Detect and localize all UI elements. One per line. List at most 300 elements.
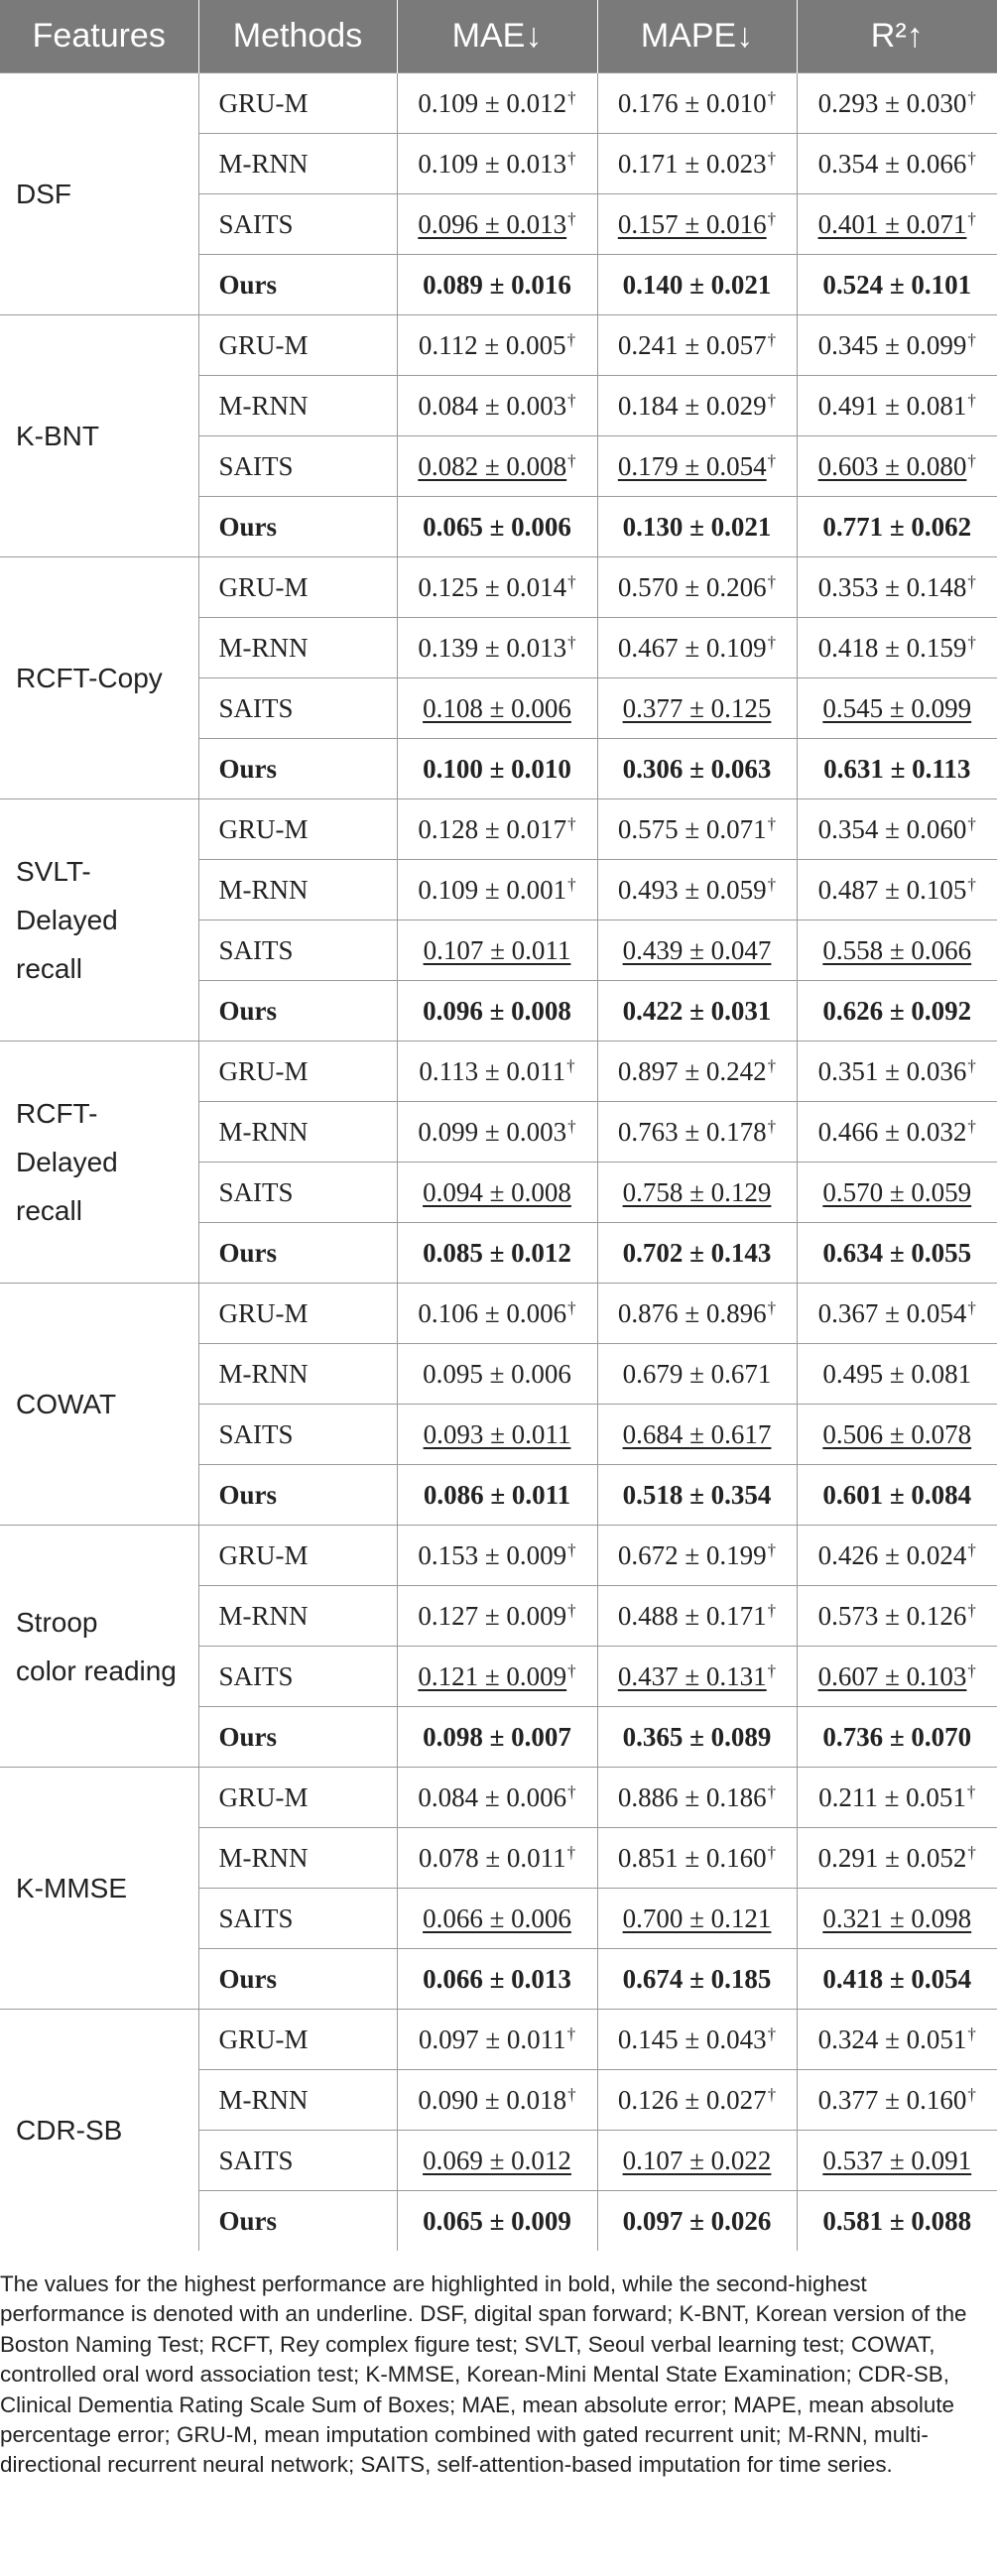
significance-mark: † xyxy=(967,1600,976,1620)
r2-cell xyxy=(797,73,997,134)
mae-cell xyxy=(397,2131,597,2191)
mape-cell xyxy=(597,194,797,255)
mape-cell xyxy=(597,1586,797,1647)
mape-value: 0.130 ± 0.021 xyxy=(622,511,772,542)
significance-mark: † xyxy=(967,390,976,410)
method-cell: GRU-M xyxy=(198,557,397,618)
mape-value: 0.702 ± 0.143 xyxy=(622,1237,772,1268)
r2-cell xyxy=(797,981,997,1042)
significance-mark: † xyxy=(767,2024,777,2043)
mae-value: 0.065 ± 0.006 xyxy=(423,511,571,542)
significance-mark: † xyxy=(567,1660,576,1680)
feature-label: RCFT- Delayed recall xyxy=(16,1098,118,1226)
r2-cell xyxy=(797,1586,997,1647)
mape-cell xyxy=(597,497,797,557)
mape-value: 0.306 ± 0.063 xyxy=(622,753,772,784)
method-cell: Ours xyxy=(198,2191,397,2252)
mape-value: 0.684 ± 0.617 xyxy=(622,1418,772,1449)
significance-mark: † xyxy=(767,571,777,591)
mape-cell xyxy=(597,1707,797,1768)
feature-label: K-BNT xyxy=(16,421,99,451)
significance-mark: † xyxy=(767,1297,777,1317)
significance-mark: † xyxy=(967,87,976,107)
mape-cell xyxy=(597,73,797,134)
mape-value: 0.439 ± 0.047 xyxy=(622,934,772,965)
mae-value: 0.085 ± 0.012 xyxy=(423,1237,571,1268)
r2-value: 0.354 ± 0.066 xyxy=(817,148,967,179)
method-cell: SAITS xyxy=(198,1647,397,1707)
r2-value: 0.353 ± 0.148 xyxy=(817,571,967,602)
mape-cell xyxy=(597,739,797,799)
header-mape: MAPE↓ xyxy=(597,0,797,73)
r2-value: 0.771 ± 0.062 xyxy=(822,511,972,542)
mae-cell xyxy=(397,1889,597,1949)
significance-mark: † xyxy=(567,208,576,228)
r2-value: 0.631 ± 0.113 xyxy=(823,753,971,784)
mae-value: 0.109 ± 0.012 xyxy=(418,87,567,118)
significance-mark: † xyxy=(767,813,777,833)
mae-value: 0.106 ± 0.006 xyxy=(418,1297,567,1328)
r2-value: 0.324 ± 0.051 xyxy=(817,2024,967,2054)
method-cell: Ours xyxy=(198,739,397,799)
significance-mark: † xyxy=(567,571,576,591)
feature-label: RCFT-Copy xyxy=(16,663,163,693)
r2-cell xyxy=(797,1042,997,1102)
r2-value: 0.377 ± 0.160 xyxy=(817,2084,967,2115)
r2-cell xyxy=(797,678,997,739)
r2-value: 0.291 ± 0.052 xyxy=(817,1842,967,1873)
mae-value: 0.121 ± 0.009 xyxy=(418,1660,567,1691)
r2-cell xyxy=(797,860,997,920)
significance-mark: † xyxy=(567,450,576,470)
r2-value: 0.401 ± 0.071 xyxy=(817,208,967,239)
significance-mark: † xyxy=(967,571,976,591)
mae-value: 0.096 ± 0.013 xyxy=(418,208,567,239)
mae-value: 0.096 ± 0.008 xyxy=(423,995,571,1026)
mae-value: 0.065 ± 0.009 xyxy=(423,2205,571,2236)
significance-mark: † xyxy=(767,632,777,652)
mape-value: 0.377 ± 0.125 xyxy=(622,692,772,723)
significance-mark: † xyxy=(566,1055,575,1075)
mae-value: 0.107 ± 0.011 xyxy=(423,934,571,965)
method-cell: GRU-M xyxy=(198,1526,397,1586)
significance-mark: † xyxy=(567,1539,576,1559)
mae-cell xyxy=(397,678,597,739)
table-row xyxy=(0,1526,997,1586)
mape-cell xyxy=(597,2191,797,2252)
r2-cell xyxy=(797,1647,997,1707)
method-cell: GRU-M xyxy=(198,1768,397,1828)
mae-value: 0.094 ± 0.008 xyxy=(423,1176,571,1207)
r2-cell xyxy=(797,2191,997,2252)
mape-value: 0.157 ± 0.016 xyxy=(617,208,767,239)
mae-cell xyxy=(397,134,597,194)
r2-value: 0.293 ± 0.030 xyxy=(817,87,967,118)
significance-mark: † xyxy=(767,450,777,470)
method-cell: GRU-M xyxy=(198,315,397,376)
significance-mark: † xyxy=(967,1660,976,1680)
r2-cell xyxy=(797,1768,997,1828)
r2-cell xyxy=(797,920,997,981)
mae-cell xyxy=(397,1768,597,1828)
r2-cell xyxy=(797,497,997,557)
mae-cell xyxy=(397,73,597,134)
mae-value: 0.127 ± 0.009 xyxy=(418,1600,567,1631)
significance-mark: † xyxy=(566,2024,576,2043)
header-features: Features xyxy=(0,0,198,73)
table-row xyxy=(0,1768,997,1828)
mape-value: 0.886 ± 0.186 xyxy=(617,1781,767,1812)
mae-value: 0.097 ± 0.011 xyxy=(418,2024,566,2054)
mae-cell xyxy=(397,1284,597,1344)
significance-mark: † xyxy=(767,329,777,349)
mape-value: 0.763 ± 0.178 xyxy=(617,1116,767,1147)
mae-value: 0.112 ± 0.005 xyxy=(418,329,566,360)
mape-value: 0.126 ± 0.027 xyxy=(617,2084,767,2115)
table-row xyxy=(0,799,997,860)
mape-cell xyxy=(597,436,797,497)
mape-cell xyxy=(597,557,797,618)
mape-value: 0.107 ± 0.022 xyxy=(622,2145,772,2175)
method-cell: SAITS xyxy=(198,1405,397,1465)
r2-cell xyxy=(797,376,997,436)
mape-cell xyxy=(597,1163,797,1223)
significance-mark: † xyxy=(767,1842,777,1862)
r2-cell xyxy=(797,255,997,315)
significance-mark: † xyxy=(967,632,976,652)
significance-mark: † xyxy=(767,1116,777,1136)
feature-cell xyxy=(0,1526,198,1768)
mape-cell xyxy=(597,920,797,981)
significance-mark: † xyxy=(967,450,976,470)
method-cell: M-RNN xyxy=(198,618,397,678)
mae-cell xyxy=(397,315,597,376)
r2-cell xyxy=(797,2010,997,2070)
significance-mark: † xyxy=(967,1055,976,1075)
mape-value: 0.179 ± 0.054 xyxy=(617,450,767,481)
mape-value: 0.097 ± 0.026 xyxy=(622,2205,772,2236)
significance-mark: † xyxy=(767,148,777,168)
significance-mark: † xyxy=(967,1297,976,1317)
table-row xyxy=(0,1042,997,1102)
significance-mark: † xyxy=(567,2084,576,2104)
r2-cell xyxy=(797,1344,997,1405)
method-cell: SAITS xyxy=(198,2131,397,2191)
mape-value: 0.700 ± 0.121 xyxy=(622,1902,772,1933)
mape-value: 0.518 ± 0.354 xyxy=(622,1479,772,1510)
mape-value: 0.467 ± 0.109 xyxy=(617,632,767,663)
method-cell: GRU-M xyxy=(198,2010,397,2070)
mae-cell xyxy=(397,1707,597,1768)
method-cell: SAITS xyxy=(198,1163,397,1223)
method-cell: SAITS xyxy=(198,436,397,497)
method-cell: M-RNN xyxy=(198,1828,397,1889)
method-cell: Ours xyxy=(198,1707,397,1768)
mape-cell xyxy=(597,678,797,739)
mae-value: 0.084 ± 0.006 xyxy=(418,1781,567,1812)
significance-mark: † xyxy=(566,1842,576,1862)
method-cell: M-RNN xyxy=(198,134,397,194)
r2-cell xyxy=(797,194,997,255)
r2-cell xyxy=(797,799,997,860)
mape-value: 0.171 ± 0.023 xyxy=(617,148,767,179)
mae-cell xyxy=(397,2010,597,2070)
mae-value: 0.066 ± 0.006 xyxy=(423,1902,571,1933)
mae-value: 0.069 ± 0.012 xyxy=(423,2145,571,2175)
mae-value: 0.109 ± 0.013 xyxy=(418,148,567,179)
mae-cell xyxy=(397,1344,597,1405)
r2-cell xyxy=(797,1223,997,1284)
r2-cell xyxy=(797,1284,997,1344)
mape-value: 0.851 ± 0.160 xyxy=(617,1842,767,1873)
method-cell: Ours xyxy=(198,1223,397,1284)
mape-cell xyxy=(597,1526,797,1586)
feature-label: SVLT- Delayed recall xyxy=(16,856,118,984)
r2-cell xyxy=(797,618,997,678)
mape-cell xyxy=(597,981,797,1042)
mae-cell xyxy=(397,2191,597,2252)
mape-cell xyxy=(597,1102,797,1163)
r2-value: 0.211 ± 0.051 xyxy=(818,1781,966,1812)
r2-value: 0.506 ± 0.078 xyxy=(822,1418,972,1449)
r2-cell xyxy=(797,2131,997,2191)
r2-value: 0.634 ± 0.055 xyxy=(822,1237,972,1268)
significance-mark: † xyxy=(567,1600,576,1620)
r2-value: 0.491 ± 0.081 xyxy=(817,390,967,421)
significance-mark: † xyxy=(567,1116,576,1136)
method-cell: SAITS xyxy=(198,920,397,981)
mae-cell xyxy=(397,1042,597,1102)
feature-cell xyxy=(0,2010,198,2252)
significance-mark: † xyxy=(567,87,576,107)
mape-value: 0.241 ± 0.057 xyxy=(617,329,767,360)
significance-mark: † xyxy=(767,874,777,894)
r2-cell xyxy=(797,1889,997,1949)
mae-value: 0.128 ± 0.017 xyxy=(418,813,567,844)
mae-value: 0.093 ± 0.011 xyxy=(423,1418,571,1449)
significance-mark: † xyxy=(567,874,576,894)
feature-cell xyxy=(0,315,198,557)
r2-value: 0.321 ± 0.098 xyxy=(822,1902,972,1933)
r2-value: 0.603 ± 0.080 xyxy=(817,450,967,481)
significance-mark: † xyxy=(767,1055,777,1075)
method-cell: Ours xyxy=(198,1465,397,1526)
mae-cell xyxy=(397,1949,597,2010)
mae-value: 0.086 ± 0.011 xyxy=(423,1479,571,1510)
significance-mark: † xyxy=(567,1297,576,1317)
mae-cell xyxy=(397,618,597,678)
mape-cell xyxy=(597,1344,797,1405)
r2-value: 0.581 ± 0.088 xyxy=(822,2205,972,2236)
table-header xyxy=(0,0,997,73)
r2-value: 0.601 ± 0.084 xyxy=(822,1479,972,1510)
r2-value: 0.573 ± 0.126 xyxy=(817,1600,967,1631)
r2-cell xyxy=(797,1405,997,1465)
mape-cell xyxy=(597,1042,797,1102)
r2-cell xyxy=(797,315,997,376)
r2-value: 0.345 ± 0.099 xyxy=(817,329,967,360)
mape-cell xyxy=(597,2010,797,2070)
mae-cell xyxy=(397,799,597,860)
mae-value: 0.153 ± 0.009 xyxy=(418,1539,567,1570)
mae-cell xyxy=(397,1828,597,1889)
mae-value: 0.113 ± 0.011 xyxy=(419,1055,566,1086)
significance-mark: † xyxy=(967,2024,976,2043)
table-row xyxy=(0,73,997,134)
method-cell: SAITS xyxy=(198,678,397,739)
method-cell: GRU-M xyxy=(198,1042,397,1102)
mape-value: 0.145 ± 0.043 xyxy=(617,2024,767,2054)
mae-value: 0.084 ± 0.003 xyxy=(418,390,567,421)
significance-mark: † xyxy=(567,148,576,168)
significance-mark: † xyxy=(567,1781,576,1801)
feature-label: COWAT xyxy=(16,1389,117,1419)
mae-cell xyxy=(397,860,597,920)
mape-cell xyxy=(597,1647,797,1707)
table-row xyxy=(0,1284,997,1344)
mae-cell xyxy=(397,1223,597,1284)
method-cell: GRU-M xyxy=(198,799,397,860)
method-cell: GRU-M xyxy=(198,1284,397,1344)
mape-value: 0.488 ± 0.171 xyxy=(617,1600,767,1631)
mape-cell xyxy=(597,134,797,194)
mape-cell xyxy=(597,618,797,678)
mae-value: 0.082 ± 0.008 xyxy=(418,450,567,481)
significance-mark: † xyxy=(767,87,777,107)
table-row xyxy=(0,2010,997,2070)
method-cell: M-RNN xyxy=(198,376,397,436)
feature-cell xyxy=(0,73,198,315)
method-cell: M-RNN xyxy=(198,1586,397,1647)
feature-cell xyxy=(0,799,198,1042)
r2-value: 0.524 ± 0.101 xyxy=(822,269,972,300)
significance-mark: † xyxy=(767,208,777,228)
mae-cell xyxy=(397,2070,597,2131)
feature-cell xyxy=(0,1284,198,1526)
mae-value: 0.089 ± 0.016 xyxy=(423,269,571,300)
r2-value: 0.354 ± 0.060 xyxy=(817,813,967,844)
mape-cell xyxy=(597,1284,797,1344)
significance-mark: † xyxy=(966,1781,976,1801)
header-r2: R²↑ xyxy=(797,0,997,73)
r2-cell xyxy=(797,1102,997,1163)
method-cell: Ours xyxy=(198,1949,397,2010)
mape-cell xyxy=(597,1828,797,1889)
mape-cell xyxy=(597,1405,797,1465)
mape-value: 0.140 ± 0.021 xyxy=(622,269,772,300)
r2-cell xyxy=(797,436,997,497)
r2-value: 0.545 ± 0.099 xyxy=(822,692,972,723)
r2-cell xyxy=(797,739,997,799)
mae-value: 0.100 ± 0.010 xyxy=(423,753,571,784)
header-row xyxy=(0,0,997,73)
table-row xyxy=(0,557,997,618)
feature-label: DSF xyxy=(16,179,71,209)
method-cell: SAITS xyxy=(198,1889,397,1949)
r2-value: 0.570 ± 0.059 xyxy=(822,1176,972,1207)
mae-value: 0.125 ± 0.014 xyxy=(418,571,567,602)
r2-value: 0.466 ± 0.032 xyxy=(817,1116,967,1147)
method-cell: Ours xyxy=(198,981,397,1042)
feature-cell xyxy=(0,557,198,799)
significance-mark: † xyxy=(567,632,576,652)
method-cell: M-RNN xyxy=(198,1344,397,1405)
r2-cell xyxy=(797,1163,997,1223)
r2-value: 0.537 ± 0.091 xyxy=(822,2145,972,2175)
mae-value: 0.098 ± 0.007 xyxy=(423,1721,571,1752)
mape-value: 0.575 ± 0.071 xyxy=(617,813,767,844)
significance-mark: † xyxy=(967,1842,976,1862)
mape-value: 0.674 ± 0.185 xyxy=(622,1963,772,1994)
mae-cell xyxy=(397,1647,597,1707)
table-row xyxy=(0,315,997,376)
header-mae: MAE↓ xyxy=(397,0,597,73)
mape-value: 0.570 ± 0.206 xyxy=(617,571,767,602)
significance-mark: † xyxy=(767,1781,777,1801)
r2-value: 0.736 ± 0.070 xyxy=(822,1721,972,1752)
significance-mark: † xyxy=(967,813,976,833)
mae-cell xyxy=(397,557,597,618)
significance-mark: † xyxy=(967,148,976,168)
r2-value: 0.495 ± 0.081 xyxy=(822,1358,972,1389)
mape-value: 0.365 ± 0.089 xyxy=(622,1721,772,1752)
mape-cell xyxy=(597,2070,797,2131)
feature-label: CDR-SB xyxy=(16,2115,123,2146)
mape-value: 0.897 ± 0.242 xyxy=(617,1055,767,1086)
feature-label: Stroop color reading xyxy=(16,1606,177,1686)
method-cell: Ours xyxy=(198,497,397,557)
feature-cell xyxy=(0,1768,198,2010)
mae-cell xyxy=(397,1163,597,1223)
mae-cell xyxy=(397,436,597,497)
mape-cell xyxy=(597,2131,797,2191)
significance-mark: † xyxy=(967,1539,976,1559)
method-cell: M-RNN xyxy=(198,1102,397,1163)
mae-cell xyxy=(397,1586,597,1647)
r2-cell xyxy=(797,557,997,618)
mae-cell xyxy=(397,1102,597,1163)
table-footnote: The values for the highest performance are highlighted in bold, while the second-highest performance is denoted with an underline. DSF, digital span forward; K-BNT, Korean version of the Boston Naming Test; RCFT, Rey complex figure test; SVLT, Seoul verbal learning test; COWAT, controlled oral word association test; K-MMSE, Korean-Mini Mental State Examination; CDR-SB, Clinical Dementia Rating Scale Sum of Boxes; MAE, mean absolute error; MAPE, mean absolute percentage error; GRU-M, mean imputation combined with gated recurrent unit; M-RNN, multi-directional recurrent neural network; SAITS, self-attention-based imputation for time series. xyxy=(0,2271,967,2478)
mape-value: 0.422 ± 0.031 xyxy=(622,995,772,1026)
mape-value: 0.184 ± 0.029 xyxy=(617,390,767,421)
mae-cell xyxy=(397,497,597,557)
mae-cell xyxy=(397,920,597,981)
r2-value: 0.558 ± 0.066 xyxy=(822,934,972,965)
mae-value: 0.095 ± 0.006 xyxy=(423,1358,571,1389)
r2-value: 0.351 ± 0.036 xyxy=(817,1055,967,1086)
method-cell: M-RNN xyxy=(198,2070,397,2131)
r2-cell xyxy=(797,1828,997,1889)
mae-cell xyxy=(397,1405,597,1465)
mape-cell xyxy=(597,799,797,860)
significance-mark: † xyxy=(567,813,576,833)
mae-value: 0.108 ± 0.006 xyxy=(423,692,571,723)
significance-mark: † xyxy=(767,1660,777,1680)
significance-mark: † xyxy=(767,1539,777,1559)
significance-mark: † xyxy=(967,1116,976,1136)
mape-value: 0.876 ± 0.896 xyxy=(617,1297,767,1328)
mape-cell xyxy=(597,315,797,376)
mae-cell xyxy=(397,255,597,315)
mae-cell xyxy=(397,194,597,255)
table-body xyxy=(0,73,997,2252)
mape-cell xyxy=(597,860,797,920)
mape-cell xyxy=(597,1949,797,2010)
significance-mark: † xyxy=(567,390,576,410)
r2-value: 0.418 ± 0.054 xyxy=(822,1963,972,1994)
method-cell: SAITS xyxy=(198,194,397,255)
significance-mark: † xyxy=(566,329,576,349)
